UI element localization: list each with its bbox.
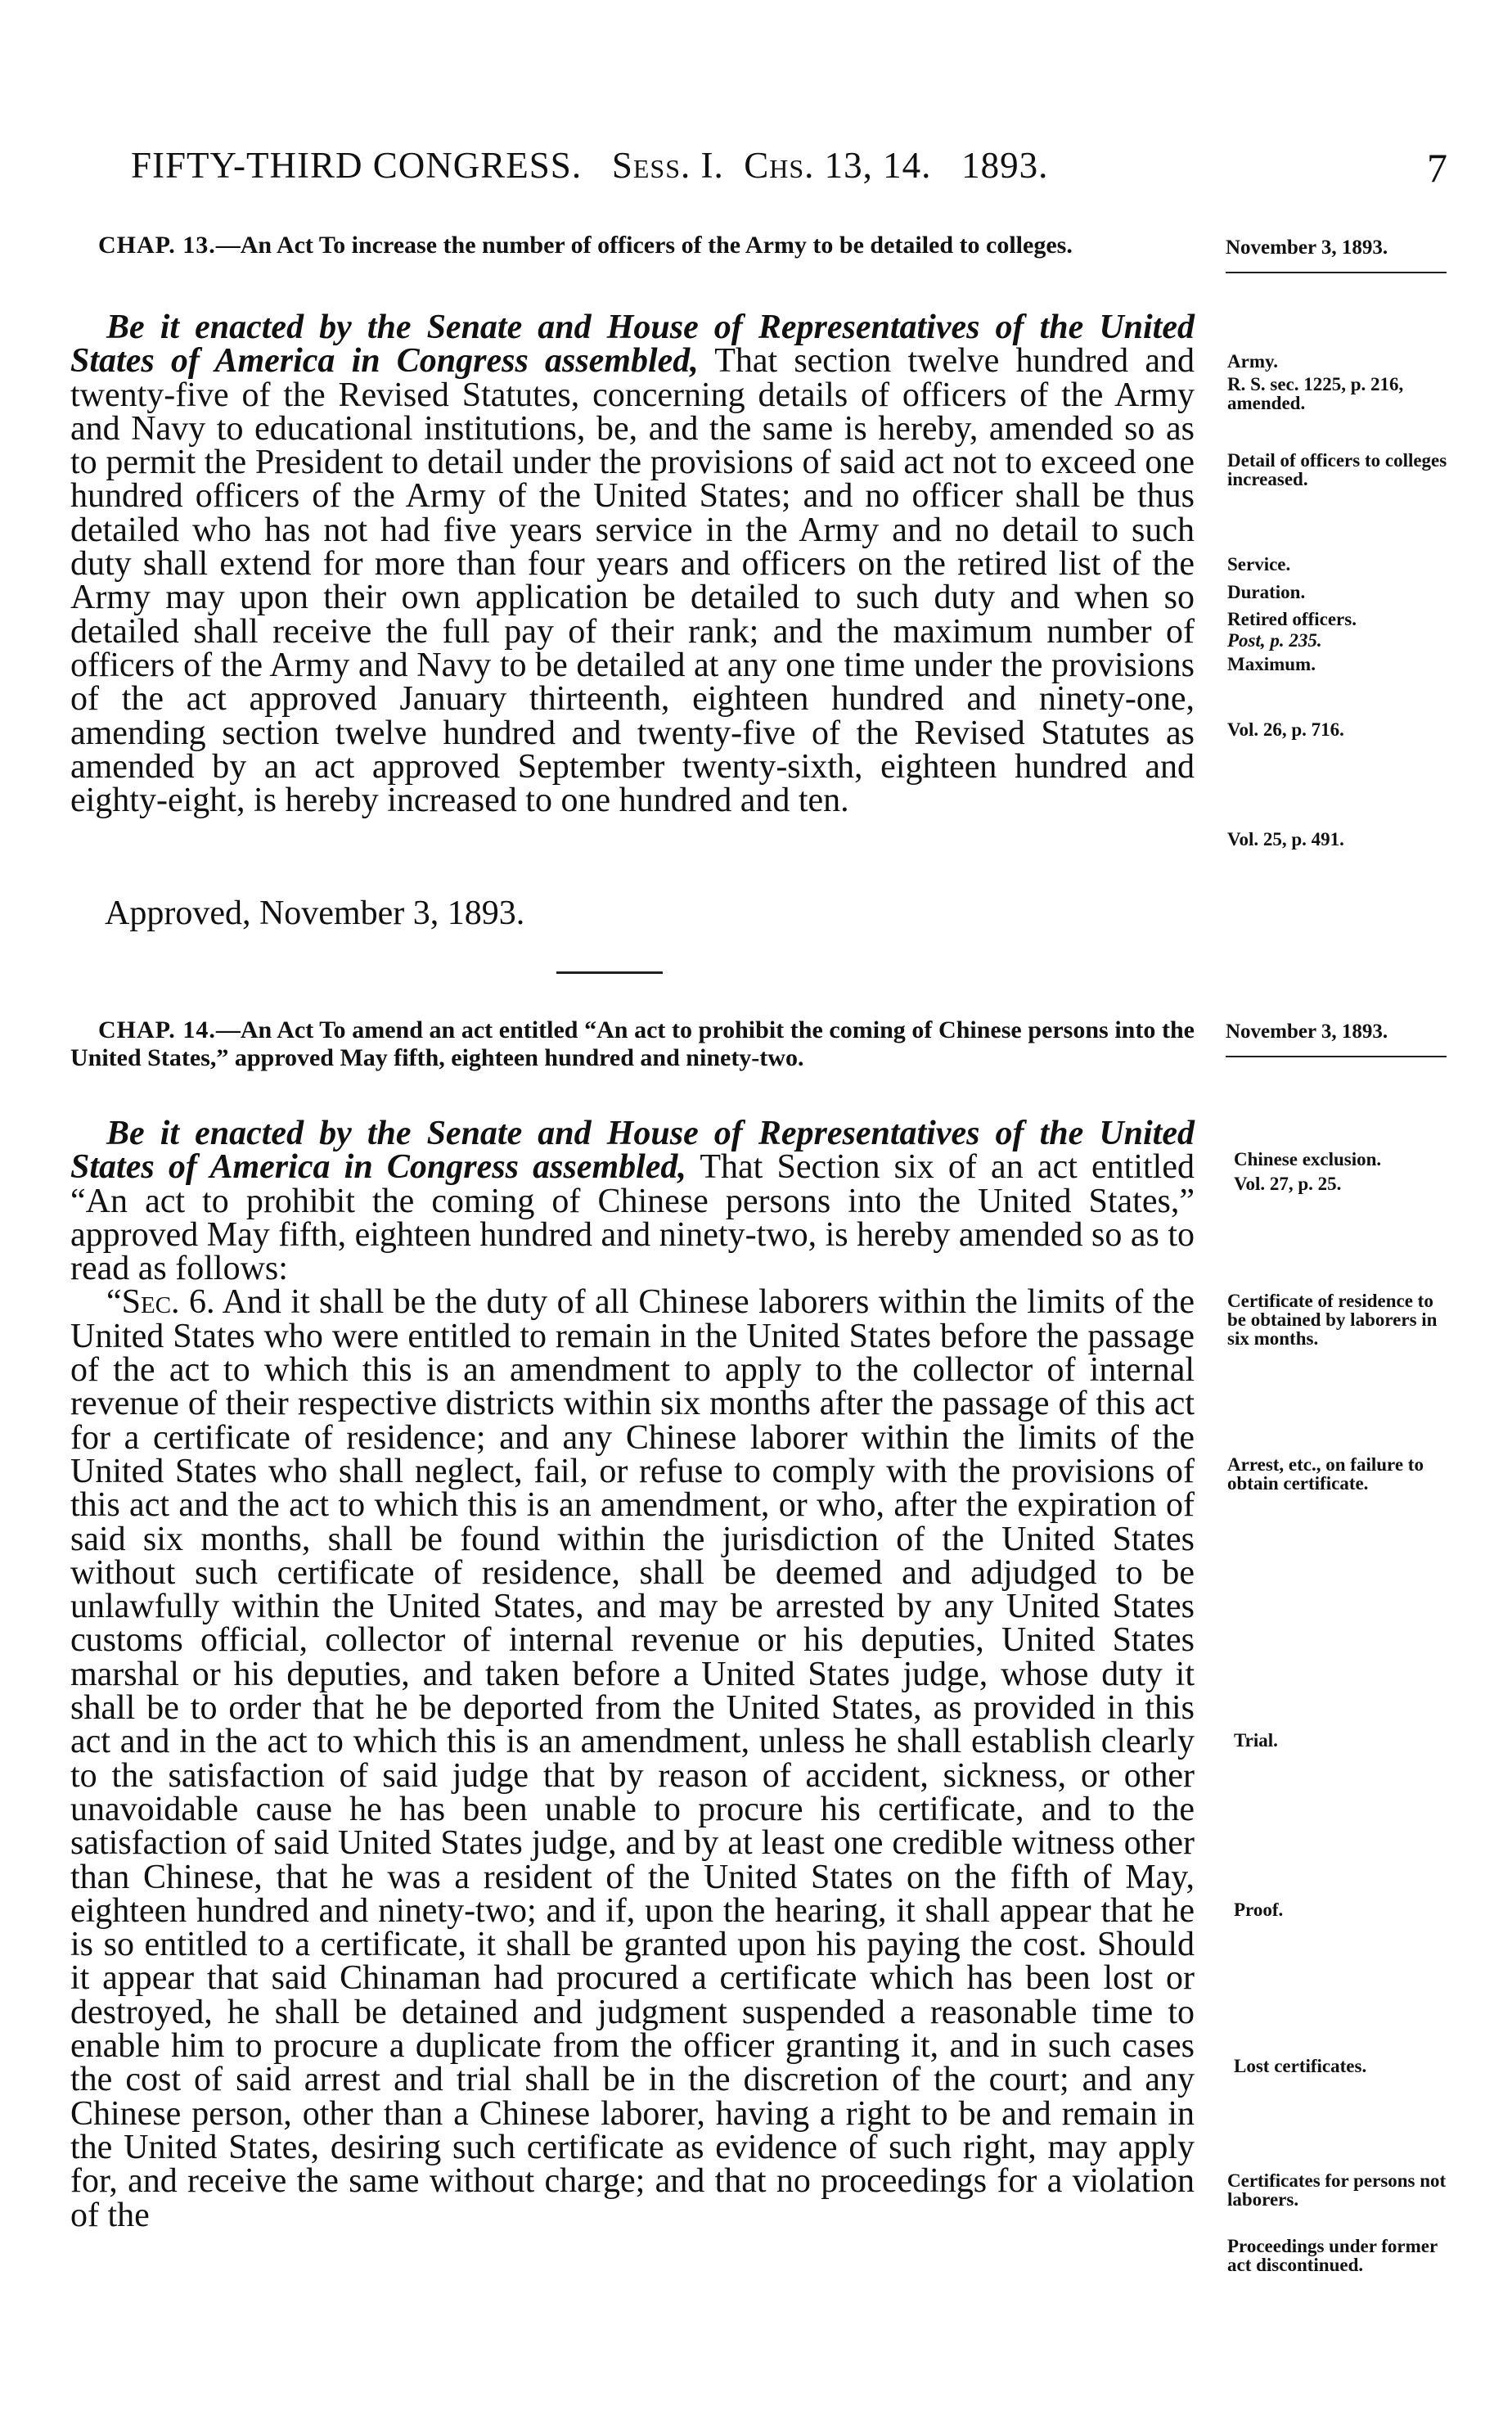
margin-note: Certificate of residence to be obtained by laborers in six months. bbox=[1227, 1291, 1438, 1349]
chap13-date: November 3, 1893. bbox=[1226, 237, 1388, 259]
session-label: Sess. I. bbox=[611, 145, 724, 186]
chap13-approved: Approved, November 3, 1893. bbox=[105, 895, 525, 932]
chapters-label: Chs. 13, 14. bbox=[744, 145, 932, 186]
margin-note: Vol. 26, p. 716. bbox=[1227, 719, 1344, 740]
congress-title: FIFTY-THIRD CONGRESS. bbox=[131, 145, 583, 186]
chap13-number: CHAP. 13. bbox=[98, 232, 216, 259]
margin-note: Lost certificates. bbox=[1234, 2056, 1367, 2076]
section-6-label: “Sec. 6. bbox=[106, 1283, 215, 1322]
chap14-title: —An Act To amend an act entitled “An act to prohibit the coming of Chinese persons into the United States,” approved May fifth, eighteen hundred and ninety-two. bbox=[70, 1016, 1195, 1071]
margin-note: Certificates for persons not laborers. bbox=[1227, 2170, 1447, 2210]
margin-note: Vol. 25, p. 491. bbox=[1227, 829, 1344, 849]
chap13-body bbox=[70, 311, 1195, 818]
margin-note: Vol. 27, p. 25. bbox=[1234, 1174, 1342, 1194]
margin-note: Arrest, etc., on failure to obtain certificate. bbox=[1227, 1454, 1424, 1494]
chap14-body bbox=[70, 1117, 1195, 2233]
chap14-number: CHAP. 14. bbox=[98, 1016, 216, 1043]
margin-note: Army. bbox=[1227, 351, 1278, 372]
margin-note: Chinese exclusion. bbox=[1234, 1149, 1382, 1169]
margin-note: R. S. sec. 1225, p. 216, amended. bbox=[1227, 374, 1404, 413]
page-number: 7 bbox=[1427, 145, 1448, 191]
chap13-enacting-clause: Be it enacted by the Senate and House of Representatives of the United States of America in Congress assembled, bbox=[70, 309, 1195, 381]
margin-note: Maximum. bbox=[1227, 654, 1316, 674]
margin-note: Retired officers. bbox=[1227, 609, 1357, 629]
chap13-date-rule bbox=[1226, 272, 1447, 273]
chap14-enacting-clause: Be it enacted by the Senate and House of Representatives of the United States of America in Congress assembled, bbox=[70, 1115, 1195, 1187]
chap13-text: That section twelve hundred and twenty-five of the Revised Statutes, concerning details of officers of the Army and Navy to educational institutions, be, and the same is hereby, amended so as to permit the President to detail under the provisions of said act not to exceed one hundred officers of the Army of the United States; and no officer shall be thus detailed who has not had five years service in the Army and no detail to such duty shall extend for more than four years and officers on the retired list of the Army may upon their own application be detailed to such duty and when so detailed shall receive the full pay of their rank; and the maximum number of officers of the Army and Navy to be detailed at any one time under the provisions of the act approved January thirteenth, eighteen hundred and ninety-one, amending section twelve hundred and twenty-five of the Revised Statutes as amended by an act approved September twenty-sixth, eighteen hundred and eighty-eight, is hereby increased to one hundred and ten. bbox=[70, 342, 1195, 820]
margin-note: Service. bbox=[1227, 554, 1291, 575]
chap14-text-intro: That Section six of an act entitled “An act to prohibit the coming of Chinese persons into the United States,” approved May fifth, eighteen hundred and ninety-two, is hereby amended so as to read as follows: bbox=[70, 1148, 1195, 1288]
section-6-text: And it shall be the duty of all Chinese laborers within the limits of the United States who were entitled to remain in the United States before the passage of the act to which this is an amendment to apply to the collector of internal revenue of their respective districts within six months after the passage of this act for a certificate of residence; and any Chinese laborer within the limits of the United States who shall neglect, fail, or refuse to comply with the provisions of this act and the act to which this is an amendment, or who, after the expiration of said six months, shall be found within the jurisdiction of the United States without such certificate of residence, shall be deemed and adjudged to be unlawfully within the United States, and may be arrested by any United States customs official, collector of internal revenue or his deputies, United States marshal or his deputies, and taken before a United States judge, whose duty it shall be to order that he be deported from the United States, as provided in this act and in the act to which this is an amendment, unless he shall establish clearly to the satisfaction of said judge that by reason of accident, sickness, or other unavoidable cause he has been unable to procure his certificate, and to the satisfaction of said United States judge, and by at least one credible witness other than Chinese, that he was a resident of the United States on the fifth of May, eighteen hundred and ninety-two; and if, upon the hearing, it shall appear that he is so entitled to a certificate, it shall be granted upon his paying the cost. Should it appear that said Chinaman had procured a certificate which has been lost or destroyed, he shall be detained and judgment suspended a reasonable time to enable him to procure a duplicate from the officer granting it, and in such cases the cost of said arrest and trial shall be in the discretion of the court; and any Chinese person, other than a Chinese laborer, having a right to be and remain in the United States, desiring such certificate as evidence of such right, may apply for, and receive the same without charge; and that no proceedings for a violation of the bbox=[70, 1283, 1195, 2234]
header-year: 1893. bbox=[961, 145, 1049, 186]
chap14-date-rule bbox=[1226, 1056, 1447, 1057]
chap13-heading bbox=[70, 232, 1195, 259]
margin-note: Duration. bbox=[1227, 582, 1306, 602]
margin-note: Trial. bbox=[1234, 1730, 1278, 1751]
margin-note: Proof. bbox=[1234, 1899, 1284, 1920]
margin-note: Proceedings under former act discontinued. bbox=[1227, 2236, 1438, 2275]
chapter-separator bbox=[556, 971, 663, 974]
margin-note: Post, p. 235. bbox=[1227, 630, 1322, 651]
running-header bbox=[131, 144, 1448, 193]
chap14-date: November 3, 1893. bbox=[1226, 1021, 1388, 1043]
chap14-heading bbox=[70, 1016, 1195, 1072]
chap13-title: —An Act To increase the number of officers of the Army to be detailed to colleges. bbox=[215, 232, 1073, 259]
margin-note: Detail of officers to colleges increased. bbox=[1227, 450, 1447, 489]
